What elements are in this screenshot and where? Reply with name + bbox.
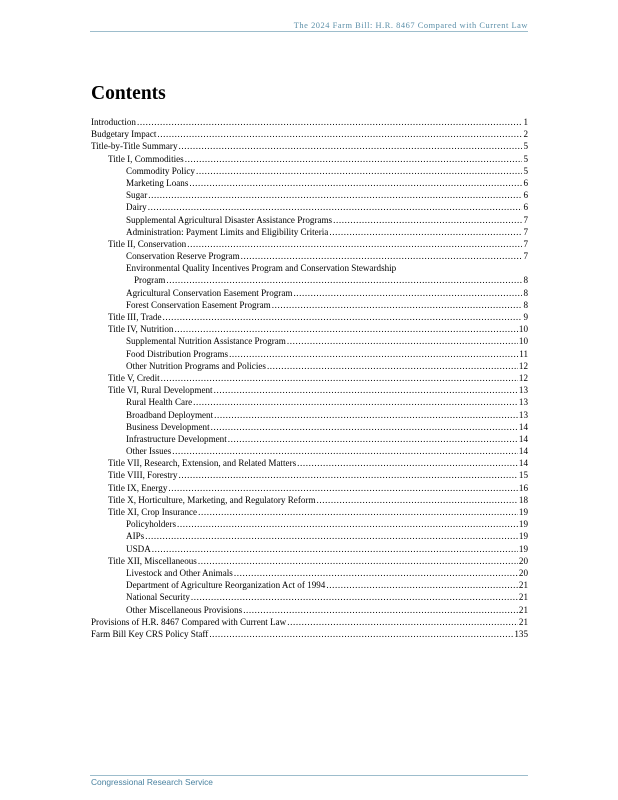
toc-page-number: 2 xyxy=(523,129,528,140)
toc-page-number: 8 xyxy=(523,287,528,298)
toc-page-number: 8 xyxy=(523,275,528,286)
footer-org: Congressional Research Service xyxy=(91,777,213,787)
toc-entry[interactable] xyxy=(91,287,528,299)
dot-leader xyxy=(148,189,522,201)
dot-leader xyxy=(185,153,523,165)
toc-page-number: 10 xyxy=(518,336,528,347)
dot-leader xyxy=(145,530,518,542)
toc-entry[interactable] xyxy=(91,409,528,421)
dot-leader xyxy=(214,409,518,421)
dot-leader xyxy=(137,116,522,128)
toc-entry-title: Budgetary Impact xyxy=(91,129,157,140)
toc-entry[interactable] xyxy=(91,469,528,481)
dot-leader xyxy=(187,238,522,250)
toc-entry[interactable] xyxy=(91,567,528,579)
dot-leader xyxy=(287,335,518,347)
dot-leader xyxy=(209,628,513,640)
toc-entry-title: Forest Conservation Easement Program xyxy=(126,299,271,310)
toc-entry[interactable] xyxy=(91,262,528,286)
dot-leader xyxy=(189,177,522,189)
dot-leader xyxy=(293,287,522,299)
toc-entry[interactable] xyxy=(91,116,528,128)
toc-entry[interactable] xyxy=(91,433,528,445)
toc-page-number: 19 xyxy=(518,531,528,542)
toc-entry[interactable] xyxy=(91,384,528,396)
toc-entry-title: Policyholders xyxy=(126,519,177,530)
toc-page-number: 16 xyxy=(518,482,528,493)
toc-entry[interactable] xyxy=(91,140,528,152)
toc-entry[interactable] xyxy=(91,482,528,494)
dot-leader xyxy=(198,555,518,567)
toc-page-number: 21 xyxy=(518,592,528,603)
dot-leader xyxy=(329,226,522,238)
toc-entry-title: Provisions of H.R. 8467 Compared with Current Law xyxy=(91,616,287,627)
toc-entry-title: Sugar xyxy=(126,190,148,201)
toc-page-number: 14 xyxy=(518,433,528,444)
toc-entry-title: Food Distribution Programs xyxy=(126,348,229,359)
toc-entry[interactable] xyxy=(91,530,528,542)
dot-leader xyxy=(193,396,518,408)
toc-entry[interactable] xyxy=(91,153,528,165)
toc-entry-title: National Security xyxy=(126,592,190,603)
toc-page-number: 9 xyxy=(523,312,528,323)
toc-entry-title: Commodity Policy xyxy=(126,165,195,176)
toc-entry-title: Livestock and Other Animals xyxy=(126,567,233,578)
toc-page-number: 18 xyxy=(518,494,528,505)
dot-leader xyxy=(157,128,522,140)
toc-page-number: 12 xyxy=(518,372,528,383)
toc-entry-title: Title VII, Research, Extension, and Related Matters xyxy=(108,458,297,469)
dot-leader xyxy=(177,518,518,530)
toc-entry[interactable] xyxy=(91,396,528,408)
toc-entry-title: Infrastructure Development xyxy=(126,433,227,444)
footer-rule xyxy=(90,775,528,776)
toc-entry[interactable] xyxy=(91,250,528,262)
toc-entry[interactable] xyxy=(91,177,528,189)
toc-page-number: 14 xyxy=(518,421,528,432)
toc-entry-title: Agricultural Conservation Easement Program xyxy=(126,287,293,298)
toc-entry[interactable] xyxy=(91,372,528,384)
toc-entry-title: Title-by-Title Summary xyxy=(91,141,178,152)
toc-entry[interactable] xyxy=(91,591,528,603)
running-header: The 2024 Farm Bill: H.R. 8467 Compared with Current Law xyxy=(293,21,528,30)
toc-entry-title: Title IX, Energy xyxy=(108,482,168,493)
toc-entry-title: USDA xyxy=(126,543,151,554)
dot-leader xyxy=(179,140,523,152)
dot-leader xyxy=(162,311,522,323)
toc-entry[interactable] xyxy=(91,518,528,530)
toc-entry-title: Other Nutrition Programs and Policies xyxy=(126,360,266,371)
dot-leader xyxy=(161,372,518,384)
dot-leader xyxy=(333,214,522,226)
toc-entry[interactable] xyxy=(91,494,528,506)
toc-page-number: 6 xyxy=(523,177,528,188)
toc-page-number: 15 xyxy=(518,470,528,481)
toc-page-number: 19 xyxy=(518,543,528,554)
toc-entry[interactable] xyxy=(91,421,528,433)
dot-leader xyxy=(174,323,517,335)
toc-page-number: 8 xyxy=(523,299,528,310)
toc-entry-title: Dairy xyxy=(126,202,147,213)
dot-leader xyxy=(196,165,522,177)
toc-entry-title: Business Development xyxy=(126,421,210,432)
dot-leader xyxy=(297,457,518,469)
toc-entry[interactable] xyxy=(91,604,528,616)
toc-entry[interactable] xyxy=(91,238,528,250)
toc-page-number: 12 xyxy=(518,360,528,371)
dot-leader xyxy=(241,250,523,262)
toc-page-number: 7 xyxy=(523,214,528,225)
dot-leader xyxy=(287,616,518,628)
toc-page-number: 5 xyxy=(523,153,528,164)
toc-page-number: 13 xyxy=(518,409,528,420)
dot-leader xyxy=(326,579,518,591)
toc-page-number: 20 xyxy=(518,567,528,578)
toc-entry[interactable] xyxy=(91,335,528,347)
toc-entry-title-continued: Program xyxy=(134,275,166,286)
dot-leader xyxy=(228,433,518,445)
toc-entry-title: Administration: Payment Limits and Eligibility Criteria xyxy=(126,226,329,237)
dot-leader xyxy=(152,543,518,555)
toc-entry-title: Rural Health Care xyxy=(126,397,193,408)
toc-page-number: 10 xyxy=(518,324,528,335)
toc-page-number: 13 xyxy=(518,385,528,396)
toc-entry-title: Title XII, Miscellaneous xyxy=(108,555,197,566)
toc-entry-title: Supplemental Agricultural Disaster Assistance Programs xyxy=(126,214,333,225)
toc-page-number: 14 xyxy=(518,446,528,457)
toc-entry[interactable] xyxy=(91,543,528,555)
toc-entry[interactable] xyxy=(91,311,528,323)
toc-entry[interactable] xyxy=(91,457,528,469)
toc-entry-title: Broadband Deployment xyxy=(126,409,214,420)
toc-entry-title: Other Issues xyxy=(126,446,172,457)
dot-leader xyxy=(148,201,523,213)
toc-entry[interactable] xyxy=(91,616,528,628)
toc-entry[interactable] xyxy=(91,348,528,360)
table-of-contents xyxy=(91,116,528,640)
toc-page-number: 21 xyxy=(518,580,528,591)
toc-page-number: 19 xyxy=(518,519,528,530)
toc-entry-title: Title III, Trade xyxy=(108,312,162,323)
toc-entry-title: Farm Bill Key CRS Policy Staff xyxy=(91,628,209,639)
toc-entry[interactable] xyxy=(91,299,528,311)
toc-entry-title: Title VIII, Forestry xyxy=(108,470,178,481)
dot-leader xyxy=(214,384,518,396)
toc-entry-title: Introduction xyxy=(91,117,136,127)
dot-leader xyxy=(234,567,518,579)
page-title: Contents xyxy=(91,83,166,104)
dot-leader xyxy=(178,469,517,481)
toc-entry[interactable] xyxy=(91,555,528,567)
toc-entry[interactable] xyxy=(91,165,528,177)
dot-leader xyxy=(243,604,518,616)
toc-page-number: 21 xyxy=(518,616,528,627)
dot-leader xyxy=(198,506,518,518)
dot-leader xyxy=(172,445,518,457)
dot-leader xyxy=(267,360,518,372)
toc-entry-title: Title V, Credit xyxy=(108,372,160,383)
dot-leader xyxy=(191,591,518,603)
dot-leader xyxy=(166,274,522,286)
toc-entry-title: Title II, Conservation xyxy=(108,238,187,249)
toc-entry[interactable] xyxy=(91,628,528,640)
toc-page-number: 6 xyxy=(523,202,528,213)
toc-entry-title: Title IV, Nutrition xyxy=(108,324,174,335)
toc-page-number: 7 xyxy=(523,226,528,237)
dot-leader xyxy=(317,494,518,506)
toc-entry-title: Environmental Quality Incentives Program and Conservation Stewardship xyxy=(126,263,397,274)
toc-entry[interactable] xyxy=(91,189,528,201)
toc-entry-title: Title I, Commodities xyxy=(108,153,184,164)
toc-entry-title: AIPs xyxy=(126,531,145,542)
header-rule xyxy=(90,31,528,32)
toc-page-number: 20 xyxy=(518,555,528,566)
toc-entry-title: Supplemental Nutrition Assistance Program xyxy=(126,336,286,347)
toc-entry-title: Marketing Loans xyxy=(126,177,189,188)
toc-page-number: 5 xyxy=(523,141,528,152)
toc-page-number: 7 xyxy=(523,251,528,262)
toc-entry[interactable] xyxy=(91,579,528,591)
toc-entry[interactable] xyxy=(91,360,528,372)
toc-entry-title: Title VI, Rural Development xyxy=(108,385,213,396)
toc-page-number: 21 xyxy=(518,604,528,615)
toc-entry[interactable] xyxy=(91,226,528,238)
toc-page-number: 19 xyxy=(518,507,528,518)
toc-page-number: 135 xyxy=(514,628,528,639)
toc-entry[interactable] xyxy=(91,201,528,213)
toc-entry-title: Title X, Horticulture, Marketing, and Regulatory Reform xyxy=(108,494,316,505)
toc-entry-title: Title XI, Crop Insurance xyxy=(108,507,198,518)
toc-entry[interactable] xyxy=(91,506,528,518)
dot-leader xyxy=(272,299,523,311)
toc-entry-title: Other Miscellaneous Provisions xyxy=(126,604,243,615)
toc-entry[interactable] xyxy=(91,323,528,335)
toc-page-number: 7 xyxy=(523,238,528,249)
toc-entry-title: Conservation Reserve Program xyxy=(126,251,240,262)
dot-leader xyxy=(168,482,518,494)
toc-entry[interactable] xyxy=(91,445,528,457)
toc-page-number: 1 xyxy=(523,117,528,127)
toc-page-number: 14 xyxy=(518,458,528,469)
toc-entry-title: Department of Agriculture Reorganization Act of 1994 xyxy=(126,580,326,591)
dot-leader xyxy=(229,348,518,360)
toc-entry[interactable] xyxy=(91,128,528,140)
toc-entry[interactable] xyxy=(91,214,528,226)
toc-page-number: 13 xyxy=(518,397,528,408)
toc-page-number: 11 xyxy=(519,348,528,359)
toc-page-number: 6 xyxy=(523,190,528,201)
dot-leader xyxy=(211,421,518,433)
toc-page-number: 5 xyxy=(523,165,528,176)
